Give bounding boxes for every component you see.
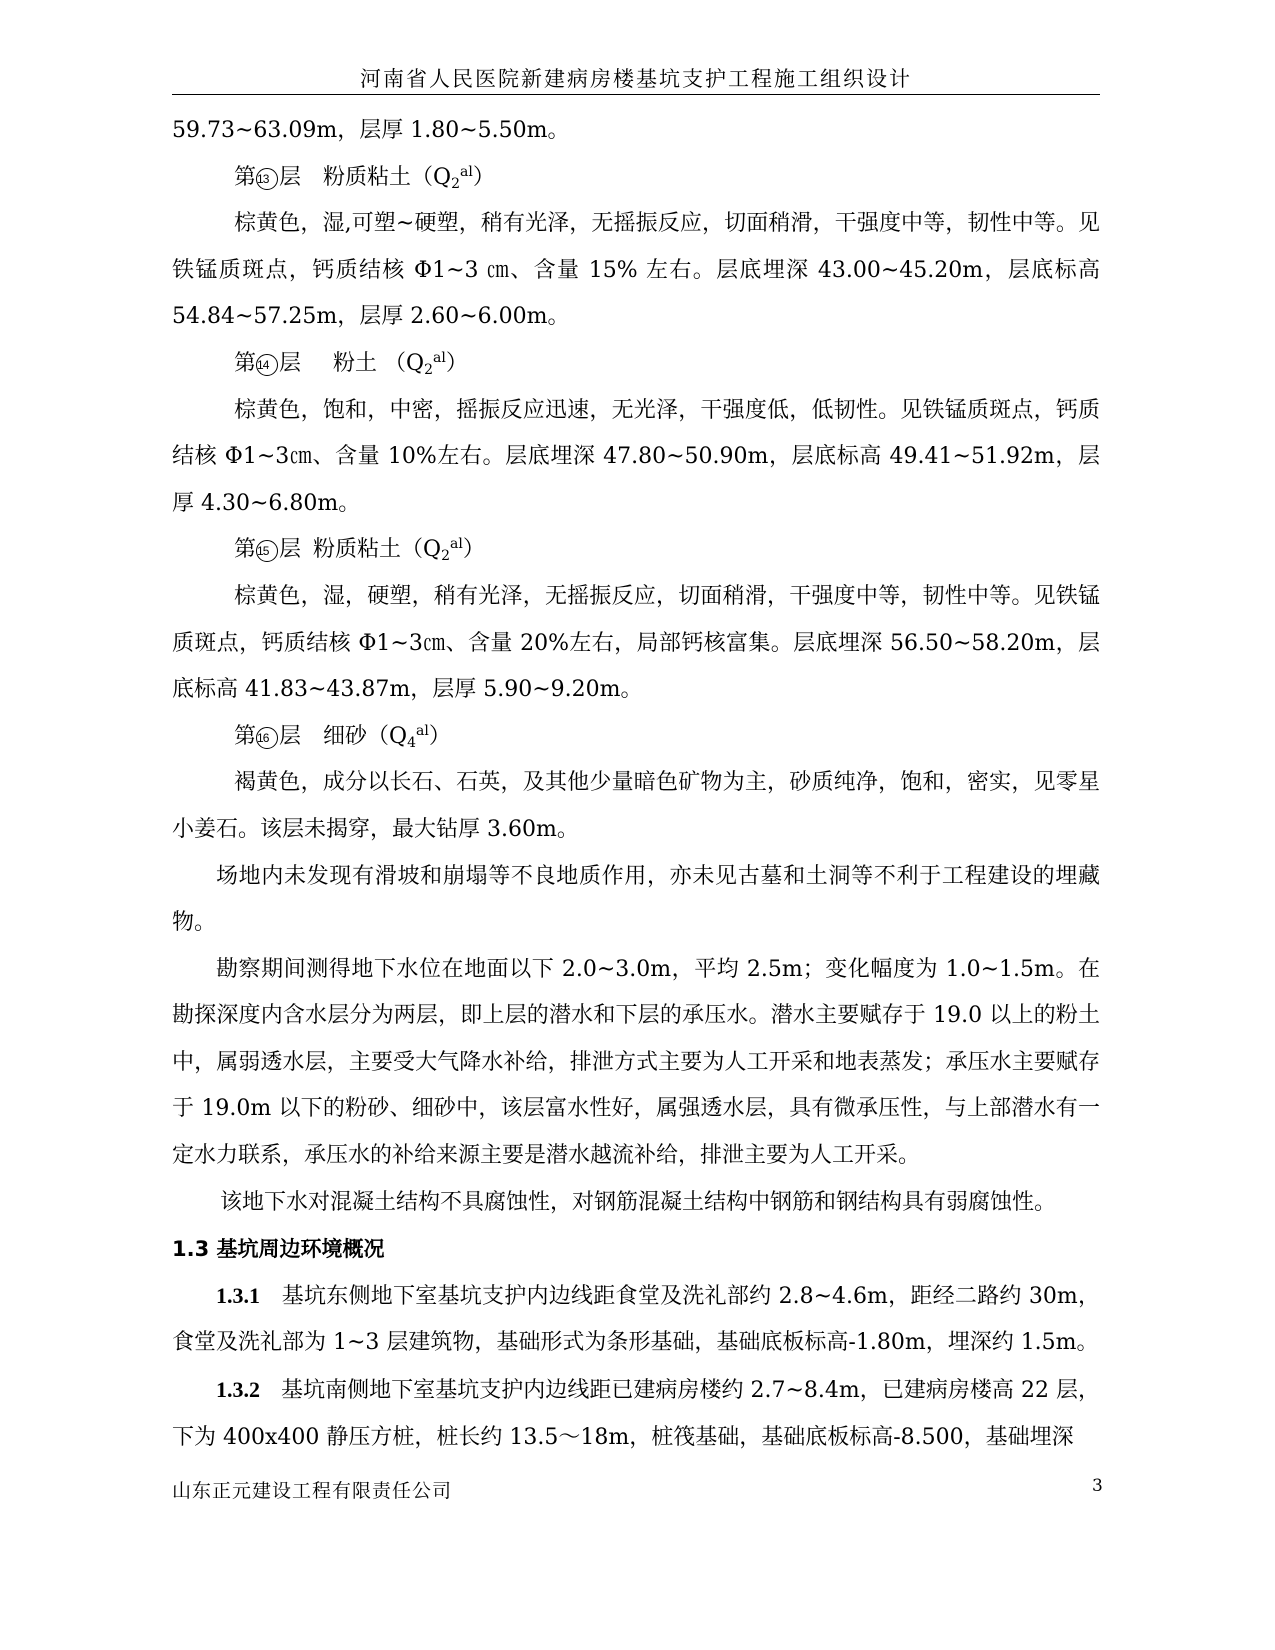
section-heading-1-3: 1.3 基坑周边环境概况 xyxy=(172,1237,385,1262)
layer-15-description: 棕黄色，湿，硬塑，稍有光泽，无摇振反应，切面稍滑，干强度中等，韧性中等。见铁锰质斑点，钙质结核 Φ1~3㎝、含量 20%左右，局部钙核富集。层底埋深 56.50~58.20m，层底标高 41.83~43.87m，层厚 5.90~9.20m。 xyxy=(172,583,1100,703)
page-number: 3 xyxy=(1092,1476,1103,1496)
paragraph-continuation: 59.73~63.09m，层厚 1.80~5.50m。 xyxy=(172,118,570,143)
subsection-number: 1.3.1 xyxy=(216,1282,260,1308)
layer-13-description: 棕黄色，湿,可塑~硬塑，稍有光泽，无摇振反应，切面稍滑，干强度中等，韧性中等。见铁锰质斑点，钙质结核 Φ1~3 ㎝、含量 15% 左右。层底埋深 43.00~45.20m，层底标高 54.84~57.25m，层厚 2.60~6.00m。 xyxy=(172,211,1100,330)
paragraph-corrosion: 该地下水对混凝土结构不具腐蚀性，对钢筋混凝土结构中钢筋和钢结构具有弱腐蚀性。 xyxy=(220,1189,1057,1215)
circled-number-13: 13 xyxy=(256,168,278,190)
page-header-title: 河南省人民医院新建病房楼基坑支护工程施工组织设计 xyxy=(360,67,912,91)
footer-company: 山东正元建设工程有限责任公司 xyxy=(172,1480,453,1502)
subsection-number: 1.3.2 xyxy=(216,1377,260,1403)
layer-13-heading: 第13 层 粉质粘土$(Q_2^{al})$ xyxy=(234,163,495,192)
subsection-1-3-1: 1.3.1 基坑东侧地下室基坑支护内边线距食堂及洗礼部约 2.8~4.6m，距经二路约 30m，食堂及洗礼部为 1~3 层建筑物，基础形式为条形基础，基础底板标高-1.80m，埋深约 1.5m。 xyxy=(172,1282,1100,1356)
layer-15-heading: 第15 层 粉质粘土$(Q_2^{al})$ xyxy=(234,536,485,565)
subsection-1-3-2: 1.3.2 基坑南侧地下室基坑支护内边线距已建病房楼约 2.7~8.4m，已建病房楼高 22 层，下为 400x400 静压方桩，桩长约 13.5～18m，桩筏基础，基础底板标高-8.500，基础埋深 xyxy=(172,1377,1100,1450)
circled-number-14: 14 xyxy=(256,354,278,376)
document-body xyxy=(172,108,1100,1461)
layer-14-description: 棕黄色，饱和，中密，摇振反应迅速，无光泽，干强度低，低韧性。见铁锰质斑点，钙质结核 Φ1~3㎝、含量 10%左右。层底埋深 47.80~50.90m，层底标高 49.41~51.92m，层厚 4.30~6.80m。 xyxy=(172,397,1100,516)
layer-16-heading: 第16 层 细砂$(Q_4^{al})$ xyxy=(234,722,451,751)
layer-16-description: 褐黄色，成分以长石、石英，及其他少量暗色矿物为主，砂质纯净，饱和，密实，见零星小姜石。该层未揭穿，最大钻厚 3.60m。 xyxy=(172,770,1100,842)
layer-14-heading: 第14 层 粉土 $(Q_2^{al})$ xyxy=(234,349,468,378)
circled-number-16: 16 xyxy=(256,727,278,749)
circled-number-15: 15 xyxy=(256,540,278,562)
header-rule xyxy=(172,94,1100,95)
paragraph-groundwater: 勘察期间测得地下水位在地面以下 2.0~3.0m，平均 2.5m；变化幅度为 1.0~1.5m。在勘探深度内含水层分为两层，即上层的潜水和下层的承压水。潜水主要赋存于 19.0 以上的粉土中，属弱透水层，主要受大气降水补给，排泄方式主要为人工开采和地表蒸发；承压水主要赋存于 19.0m 以下的粉砂、细砂中，该层富水性好，属强透水层，具有微承压性，与上部潜水有一定水力联系，承压水的补给来源主要是潜水越流补给，排泄主要为人工开采。 xyxy=(172,956,1100,1169)
paragraph-geology: 场地内未发现有滑坡和崩塌等不良地质作用，亦未见古墓和土洞等不利于工程建设的埋藏物。 xyxy=(172,863,1100,936)
